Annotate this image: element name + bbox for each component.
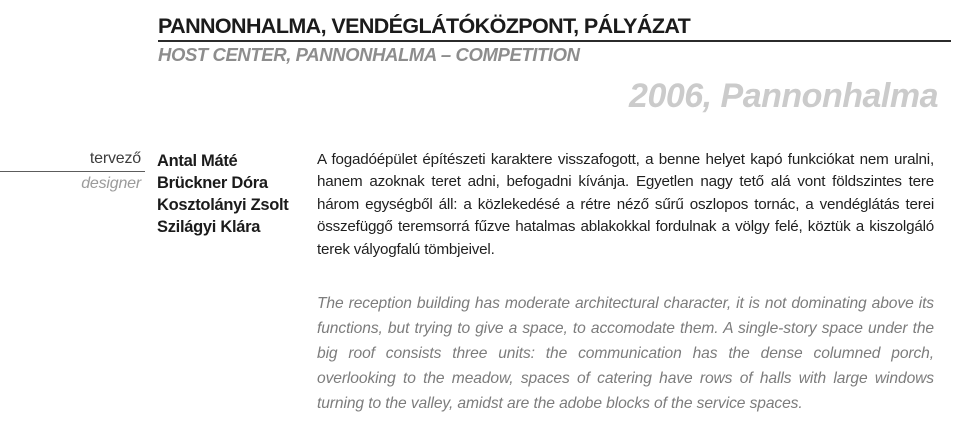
designer-name: Szilágyi Klára [157,218,261,236]
page-title: PANNONHALMA, VENDÉGLÁTÓKÖZPONT, PÁLYÁZAT [158,14,691,38]
designer-name-list [157,150,289,238]
designer-name: Brückner Dóra [157,174,268,192]
credits-divider-rule [0,171,145,172]
page-subtitle: HOST CENTER, PANNONHALMA – COMPETITION [158,44,580,65]
designer-name: Antal Máté [157,152,238,170]
role-label-english: designer [81,175,141,192]
title-underline [158,40,951,42]
role-label-hungarian: tervező [89,150,141,167]
paragraph-hungarian: A fogadóépület építészeti karaktere visszafogott, a benne helyet kapó funkciókat nem uralni, hanem azoknak teret adni, befogadni kívánja. Egyetlen nagy tető alá vont földszintes tere három egységből áll: a közlekedésé a rétre néző sűrű oszlopos tornác, a vendéglátás terei összefüggő teremsorrá fűzve hatalmas ablakokkal fordulnak a völgy felé, köztük a kiszolgáló terek vályogfalú tömbjeivel. [317,151,934,258]
year-location: 2006, Pannonhalma [629,77,938,115]
designer-name: Kosztolányi Zsolt [157,196,289,214]
paragraph-english: The reception building has moderate architectural character, it is not dominating above its functions, but trying to give a space, to accomodate them. A single-story space under the big roof consists three units: the communication has the dense columned porch, overlooking to the meadow, spaces of catering have rows of halls with large windows turning to the valley, amidst are the adobe blocks of the service spaces. [317,295,934,412]
